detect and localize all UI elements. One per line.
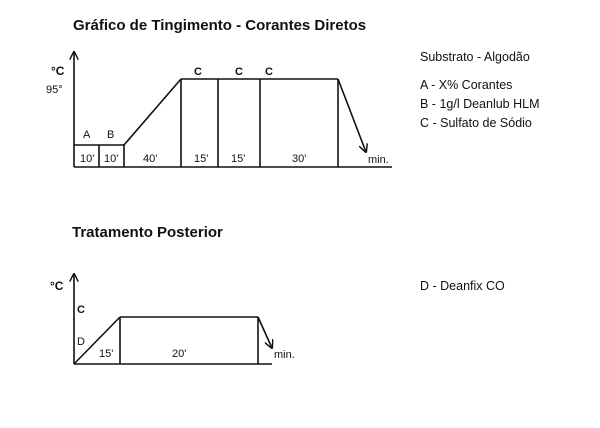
chart1-cooling-arrow [338, 79, 366, 152]
legend-item-a: A - X% Corantes [420, 78, 513, 92]
chart1-y-unit: °C [51, 64, 65, 78]
chart2-cooling-arrow [258, 317, 272, 348]
chart1-diagram [74, 52, 392, 167]
chart1-ramp-up [124, 79, 181, 145]
legend-item-d: D - Deanfix CO [420, 279, 505, 293]
chart1-c-label: C [235, 66, 243, 78]
chart2-duration: 15' [99, 348, 114, 360]
legend-item-b: B - 1g/l Deanlub HLM [420, 97, 540, 111]
chart1-step-label-b: B [107, 129, 115, 141]
chart1-duration: 10' [80, 153, 95, 165]
chart2-title: Tratamento Posterior [72, 224, 223, 241]
chart1-duration: 15' [231, 153, 246, 165]
legend-substrate: Substrato - Algodão [420, 50, 530, 64]
chart2-d-label: D [77, 336, 85, 348]
legend-item-c: C - Sulfato de Sódio [420, 116, 532, 130]
chart1-duration: 10' [104, 153, 119, 165]
chart2-duration: 20' [172, 348, 187, 360]
chart2-x-unit: min. [274, 349, 295, 361]
chart1-duration: 40' [143, 153, 158, 165]
chart1-c-label: C [265, 66, 273, 78]
chart1-duration: 15' [194, 153, 209, 165]
chart1-c-label: C [194, 66, 202, 78]
chart1-title: Gráfico de Tingimento - Corantes Diretos [73, 17, 367, 34]
chart1-y-value: 95° [46, 84, 63, 96]
chart2-c-label: C [77, 304, 85, 316]
chart1-duration: 30' [292, 153, 307, 165]
chart2-y-unit: °C [50, 279, 64, 293]
chart1-step-label-a: A [83, 129, 91, 141]
chart1-x-unit: min. [368, 154, 389, 166]
